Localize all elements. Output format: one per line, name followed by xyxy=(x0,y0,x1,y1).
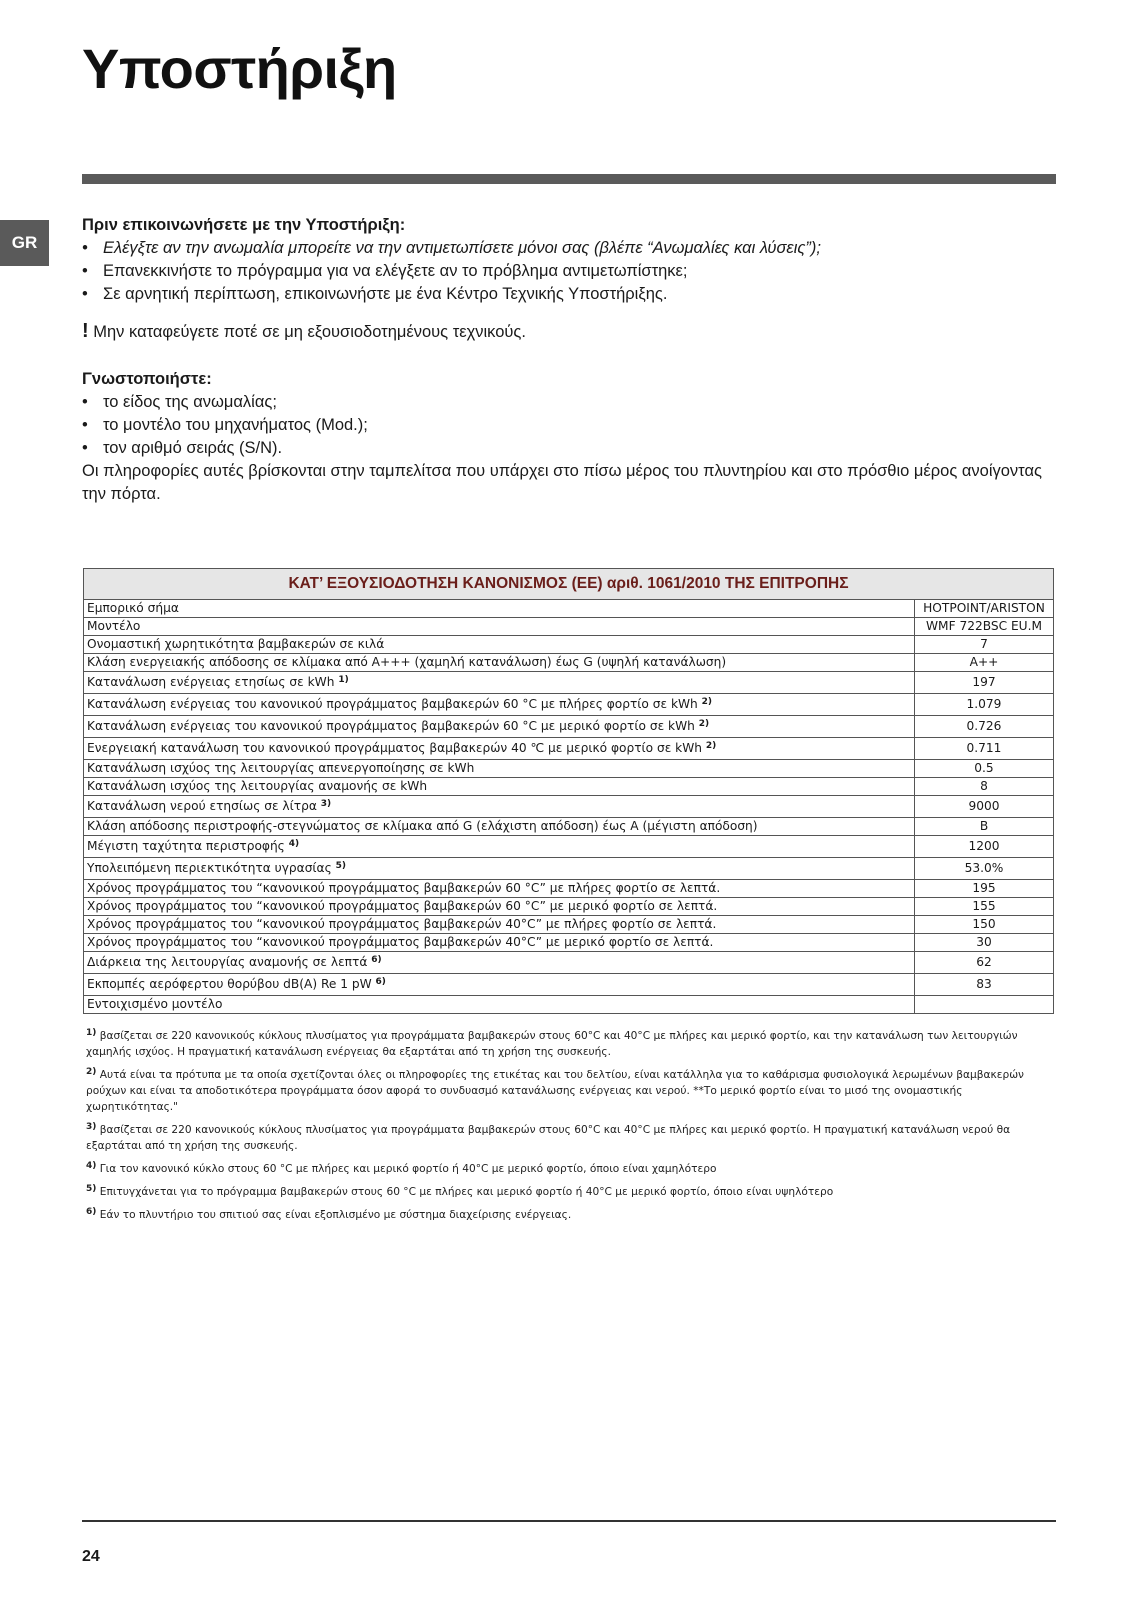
row-label: Χρόνος προγράμματος του “κανονικού προγράμματος βαμβακερών 40°C” με μερικό φορτίο σε λεπτά. xyxy=(84,934,915,952)
page-title: Υποστήριξη xyxy=(82,37,397,100)
row-label: Διάρκεια της λειτουργίας αναμονής σε λεπτά $^{6)}$ xyxy=(84,952,915,974)
row-label: Κλάση ενεργειακής απόδοσης σε κλίμακα από A+++ (χαμηλή κατανάλωση) έως G (υψηλή κατανάλωση) xyxy=(84,654,915,672)
row-value: HOTPOINT/ARISTON xyxy=(915,600,1054,618)
row-label: Χρόνος προγράμματος του “κανονικού προγράμματος βαμβακερών 60 °C” με μερικό φορτίο σε λεπτά. xyxy=(84,898,915,916)
row-value: 53.0% xyxy=(915,858,1054,880)
table-row xyxy=(84,880,1054,898)
footnote: $^{3)}$ βασίζεται σε 220 κανονικούς κύκλους πλυσίματος για προγράμματα βαμβακερών στους 60°C και 40°C με πλήρες και μερικό φορτίο. Η πραγματική κατανάλωση νερού θα εξαρτάται από τη χρήση της συσκευής. xyxy=(86,1122,1011,1152)
table-row xyxy=(84,974,1054,996)
row-value: B xyxy=(915,818,1054,836)
notify-list xyxy=(82,391,1062,460)
footnote-ref: 6) xyxy=(371,955,382,965)
list-item: • το είδος της ανωμαλίας; xyxy=(82,391,1062,414)
footnote: $^{6)}$ Εάν το πλυντήριο του σπιτιού σας είναι εξοπλισμένο με σύστημα διαχείρισης ενέργειας. xyxy=(86,1207,572,1221)
row-label: Κατανάλωση ενέργειας ετησίως σε kWh $^{1)}$ xyxy=(84,672,915,694)
table-row xyxy=(84,618,1054,636)
energy-regulation-table xyxy=(83,568,1054,1014)
footnote: $^{5)}$ Επιτυγχάνεται για το πρόγραμμα βαμβακερών στους 60 °C με πλήρες και μερικό φορτίο ή 40°C με μερικό φορτίο, όποιο είναι υψηλότερο xyxy=(86,1184,834,1198)
row-value: 150 xyxy=(915,916,1054,934)
language-tab: GR xyxy=(0,220,49,266)
row-label: Χρόνος προγράμματος του “κανονικού προγράμματος βαμβακερών 40°C” με πλήρες φορτίο σε λεπτά. xyxy=(84,916,915,934)
row-value: 83 xyxy=(915,974,1054,996)
table-row xyxy=(84,672,1054,694)
row-value: 0.711 xyxy=(915,738,1054,760)
notify-info: Οι πληροφορίες αυτές βρίσκονται στην ταμπελίτσα που υπάρχει στο πίσω μέρος του πλυντηρίου και στο πρόσθιο μέρος ανοίγοντας την πόρτα. xyxy=(82,462,1042,503)
table-row xyxy=(84,796,1054,818)
notify-section xyxy=(82,368,1062,506)
before-contact-list xyxy=(82,237,1062,306)
row-value: 155 xyxy=(915,898,1054,916)
row-value: 7 xyxy=(915,636,1054,654)
table-row xyxy=(84,760,1054,778)
before-contact-section xyxy=(82,214,1062,306)
row-label: Κατανάλωση ενέργειας του κανονικού προγράμματος βαμβακερών 60 °C με μερικό φορτίο σε kWh $^{2)}$ xyxy=(84,716,915,738)
table-row xyxy=(84,858,1054,880)
row-label: Κατανάλωση ισχύος της λειτουργίας απενεργοποίησης σε kWh xyxy=(84,760,915,778)
row-value: 1200 xyxy=(915,836,1054,858)
table-row xyxy=(84,836,1054,858)
table-row xyxy=(84,778,1054,796)
footnote: $^{1)}$ βασίζεται σε 220 κανονικούς κύκλους πλυσίματος για προγράμματα βαμβακερών στους 60°C και 40°C με πλήρες και μερικό φορτίο, και την κατανάλωση των λειτουργιών χαμηλής ισχύος. Η πραγματική κατανάλωση ενέργειας θα εξαρτάται από τη χρήση της συσκευής. xyxy=(86,1028,1018,1058)
footer-divider xyxy=(82,1520,1056,1522)
table-row xyxy=(84,738,1054,760)
footnote-ref: 2) xyxy=(701,697,713,707)
row-label: Υπολειπόμενη περιεκτικότητα υγρασίας $^{5)}$ xyxy=(84,858,915,880)
row-value: 30 xyxy=(915,934,1054,952)
row-value: 195 xyxy=(915,880,1054,898)
warning-note xyxy=(82,320,1062,344)
footnote-ref: 2) xyxy=(705,741,717,751)
footnote-ref: 1) xyxy=(338,675,349,685)
footnote-ref: 3) xyxy=(320,799,332,809)
footnote-ref: 5) xyxy=(335,861,347,871)
row-value: WMF 722BSC EU.M xyxy=(915,618,1054,636)
table-row xyxy=(84,916,1054,934)
list-item: • το μοντέλο του μηχανήματος (Mod.); xyxy=(82,414,1062,437)
row-value: 9000 xyxy=(915,796,1054,818)
list-item: • Επανεκκινήστε το πρόγραμμα για να ελέγξετε αν το πρόβλημα αντιμετωπίστηκε; xyxy=(82,260,1062,283)
row-value: 62 xyxy=(915,952,1054,974)
list-item: • τον αριθμό σειράς (S/N). xyxy=(82,437,1062,460)
row-label: Μέγιστη ταχύτητα περιστροφής $^{4)}$ xyxy=(84,836,915,858)
list-item: • Σε αρνητική περίπτωση, επικοινωνήστε με ένα Κέντρο Τεχνικής Υποστήριξης. xyxy=(82,283,1062,306)
table-row xyxy=(84,934,1054,952)
table-row xyxy=(84,694,1054,716)
table-row xyxy=(84,654,1054,672)
table-row xyxy=(84,898,1054,916)
row-value: 197 xyxy=(915,672,1054,694)
footnote-ref: 4) xyxy=(288,839,300,849)
row-label: Εντοιχισμένο μοντέλο xyxy=(84,996,915,1014)
footnote-ref: 2) xyxy=(698,719,710,729)
warning-icon: ! xyxy=(82,320,89,342)
footnote-ref: 6) xyxy=(375,977,386,987)
table-row xyxy=(84,818,1054,836)
row-value: 0.726 xyxy=(915,716,1054,738)
table-row xyxy=(84,636,1054,654)
page-number: 24 xyxy=(82,1548,100,1565)
row-value: 1.079 xyxy=(915,694,1054,716)
notify-heading: Γνωστοποιήστε: xyxy=(82,370,212,388)
row-value xyxy=(915,996,1054,1014)
footnote: $^{2)}$ Αυτά είναι τα πρότυπα με τα οποία σχετίζονται όλες οι πληροφορίες της ετικέτας και του δελτίου, είναι κατάλληλα για το καθάρισμα φυσιολογικά λερωμένων βαμβακερών ρούχων και είναι τα αποδοτικότερα προγράμματα όσον αφορά το συνδυασμό κατανάλωσης ενέργειας και νερού. **Το μερικό φορτίο είναι το μισό της ονομαστικής χωρητικότητας." xyxy=(86,1067,1024,1113)
row-value: 8 xyxy=(915,778,1054,796)
table-row xyxy=(84,996,1054,1014)
row-label: Κατανάλωση ισχύος της λειτουργίας αναμονής σε kWh xyxy=(84,778,915,796)
row-label: Χρόνος προγράμματος του “κανονικού προγράμματος βαμβακερών 60 °C” με πλήρες φορτίο σε λεπτά. xyxy=(84,880,915,898)
table-row xyxy=(84,600,1054,618)
row-label: Εκπομπές αερόφερτου θορύβου dB(A) Re 1 pW $^{6)}$ xyxy=(84,974,915,996)
header-divider xyxy=(82,174,1056,184)
row-label: Κατανάλωση ενέργειας του κανονικού προγράμματος βαμβακερών 60 °C με πλήρες φορτίο σε kWh $^{2)}$ xyxy=(84,694,915,716)
table-row xyxy=(84,952,1054,974)
warning-text: Μην καταφεύγετε ποτέ σε μη εξουσιοδοτημένους τεχνικούς. xyxy=(93,323,526,341)
list-item: • Ελέγξτε αν την ανωμαλία μπορείτε να την αντιμετωπίσετε μόνοι σας (βλέπε “Ανωμαλίες και λύσεις”); xyxy=(82,237,1062,260)
before-contact-heading: Πριν επικοινωνήσετε με την Υποστήριξη: xyxy=(82,216,406,234)
table-row xyxy=(84,716,1054,738)
row-value: 0.5 xyxy=(915,760,1054,778)
row-label: Κλάση απόδοσης περιστροφής-στεγνώματος σε κλίμακα από G (ελάχιστη απόδοση) έως A (μέγιστη απόδοση) xyxy=(84,818,915,836)
row-value: A++ xyxy=(915,654,1054,672)
row-label: Κατανάλωση νερού ετησίως σε λίτρα $^{3)}$ xyxy=(84,796,915,818)
footnote: $^{4)}$ Για τον κανονικό κύκλο στους 60 °C με πλήρες και μερικό φορτίο ή 40°C με μερικό φορτίο, όποιο είναι χαμηλότερο xyxy=(86,1161,717,1175)
row-label: Ονομαστική χωρητικότητα βαμβακερών σε κιλά xyxy=(84,636,915,654)
row-label: Εμπορικό σήμα xyxy=(84,600,915,618)
table-header: ΚΑΤ’ ΕΞΟΥΣΙΟΔΟΤΗΣΗ ΚΑΝΟΝΙΣΜΟΣ (ΕΕ) αριθ. 1061/2010 ΤΗΣ ΕΠΙΤΡΟΠΗΣ xyxy=(84,569,1054,600)
row-label: Ενεργειακή κατανάλωση του κανονικού προγράμματος βαμβακερών 40 ℃ με μερικό φορτίο σε kWh $^{2)}$ xyxy=(84,738,915,760)
footnotes xyxy=(86,1028,1036,1230)
row-label: Μοντέλο xyxy=(84,618,915,636)
